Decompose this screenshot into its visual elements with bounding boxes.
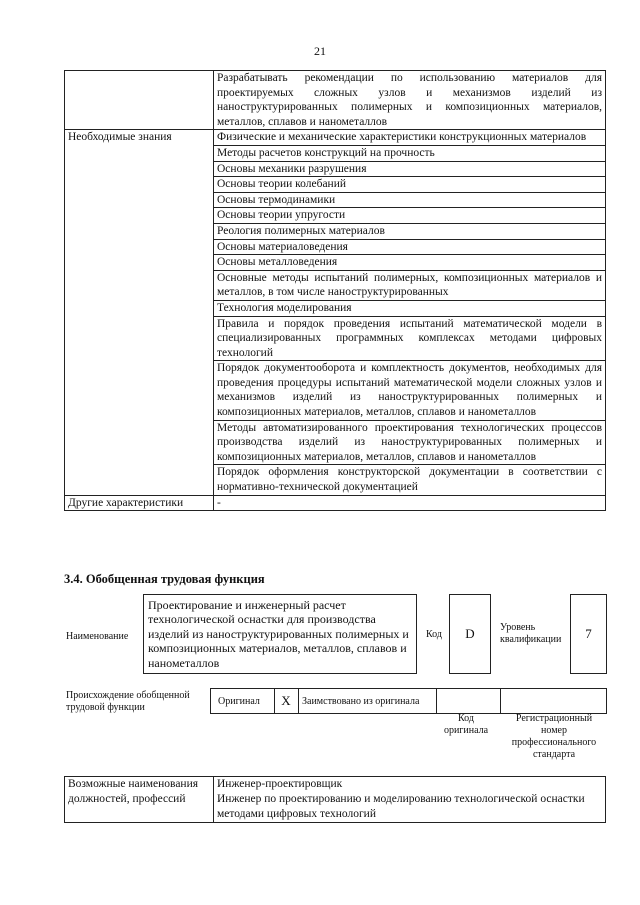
level-box: 7 <box>570 594 607 674</box>
knowledge-item: Основы материаловедения <box>214 239 606 255</box>
code-label: Код <box>426 629 442 640</box>
borrowed-label: Заимствовано из оригинала <box>302 695 420 707</box>
page-number: 21 <box>314 44 326 58</box>
required-knowledge-label: Необходимые знания <box>65 130 214 495</box>
positions-values <box>214 777 606 823</box>
knowledge-item: Методы расчетов конструкций на прочность <box>214 145 606 161</box>
registration-number-label: Регистрационный номер профессионального стандарта <box>511 713 597 760</box>
empty-label-cell <box>65 71 214 130</box>
skill-text-cell: Разрабатывать рекомендации по использованию материалов для проектируемых сложных узлов и механизмов изделий из наноструктурированных полимерных и композиционных материалов, металлов, сплавов и нанометаллов <box>214 71 606 130</box>
knowledge-item: Основные методы испытаний полимерных, композиционных материалов и металлов, в том числе наноструктурированных <box>214 270 606 300</box>
origin-row <box>210 688 607 714</box>
knowledge-item: Физические и механические характеристики конструкционных материалов <box>214 130 606 146</box>
knowledge-item: Основы металловедения <box>214 255 606 271</box>
knowledge-item: Основы теории упругости <box>214 208 606 224</box>
function-name-box: Проектирование и инженерный расчет технологической оснастки для производства изделий из наноструктурированных полимерных и композиционных материалов, металлов, сплавов и нанометаллов <box>143 594 417 674</box>
original-mark: X <box>281 693 291 708</box>
origin-label: Происхождение обобщенной трудовой функции <box>66 690 190 713</box>
positions-table <box>64 776 606 823</box>
other-characteristics-label: Другие характеристики <box>65 495 214 511</box>
knowledge-item: Методы автоматизированного проектирования технологических процессов производства изделий из наноструктурированных полимерных и композиционных материалов, металлов, сплавов и нанометаллов <box>214 420 606 465</box>
position-name: Инженер-проектировщик <box>217 778 343 790</box>
knowledge-item: Основы механики разрушения <box>214 161 606 177</box>
table-row <box>65 71 606 130</box>
knowledge-item: Реология полимерных материалов <box>214 223 606 239</box>
knowledge-table <box>64 70 606 511</box>
knowledge-item: Технология моделирования <box>214 300 606 316</box>
table-row <box>65 777 606 823</box>
table-row <box>65 130 606 146</box>
knowledge-item: Правила и порядок проведения испытаний математической модели в специализированных программных комплексах методами цифровых технологий <box>214 316 606 361</box>
original-label: Оригинал <box>218 695 260 707</box>
name-label: Наименование <box>66 631 129 642</box>
code-box: D <box>449 594 491 674</box>
table-row <box>65 495 606 511</box>
origin-code-label: Код оригинала <box>443 713 489 736</box>
section-title: 3.4. Обобщенная трудовая функция <box>64 572 265 586</box>
other-characteristics-value: - <box>214 495 606 511</box>
position-name: Инженер по проектированию и моделированию технологической оснастки методами цифровых технологий <box>217 793 585 820</box>
level-label: Уровень квалификации <box>500 622 562 645</box>
knowledge-item: Основы термодинамики <box>214 192 606 208</box>
knowledge-item: Порядок оформления конструкторской документации в соответствии с нормативно-технической документацией <box>214 465 606 495</box>
knowledge-item: Основы теории колебаний <box>214 177 606 193</box>
knowledge-item: Порядок документооборота и комплектность документов, необходимых для проведения процедуры испытаний математической модели сложных узлов и механизмов изделий из наноструктурированных полимерных и композиционных материалов, металлов, сплавов и нанометаллов <box>214 361 606 420</box>
positions-label: Возможные наименования должностей, профессий <box>65 777 214 823</box>
